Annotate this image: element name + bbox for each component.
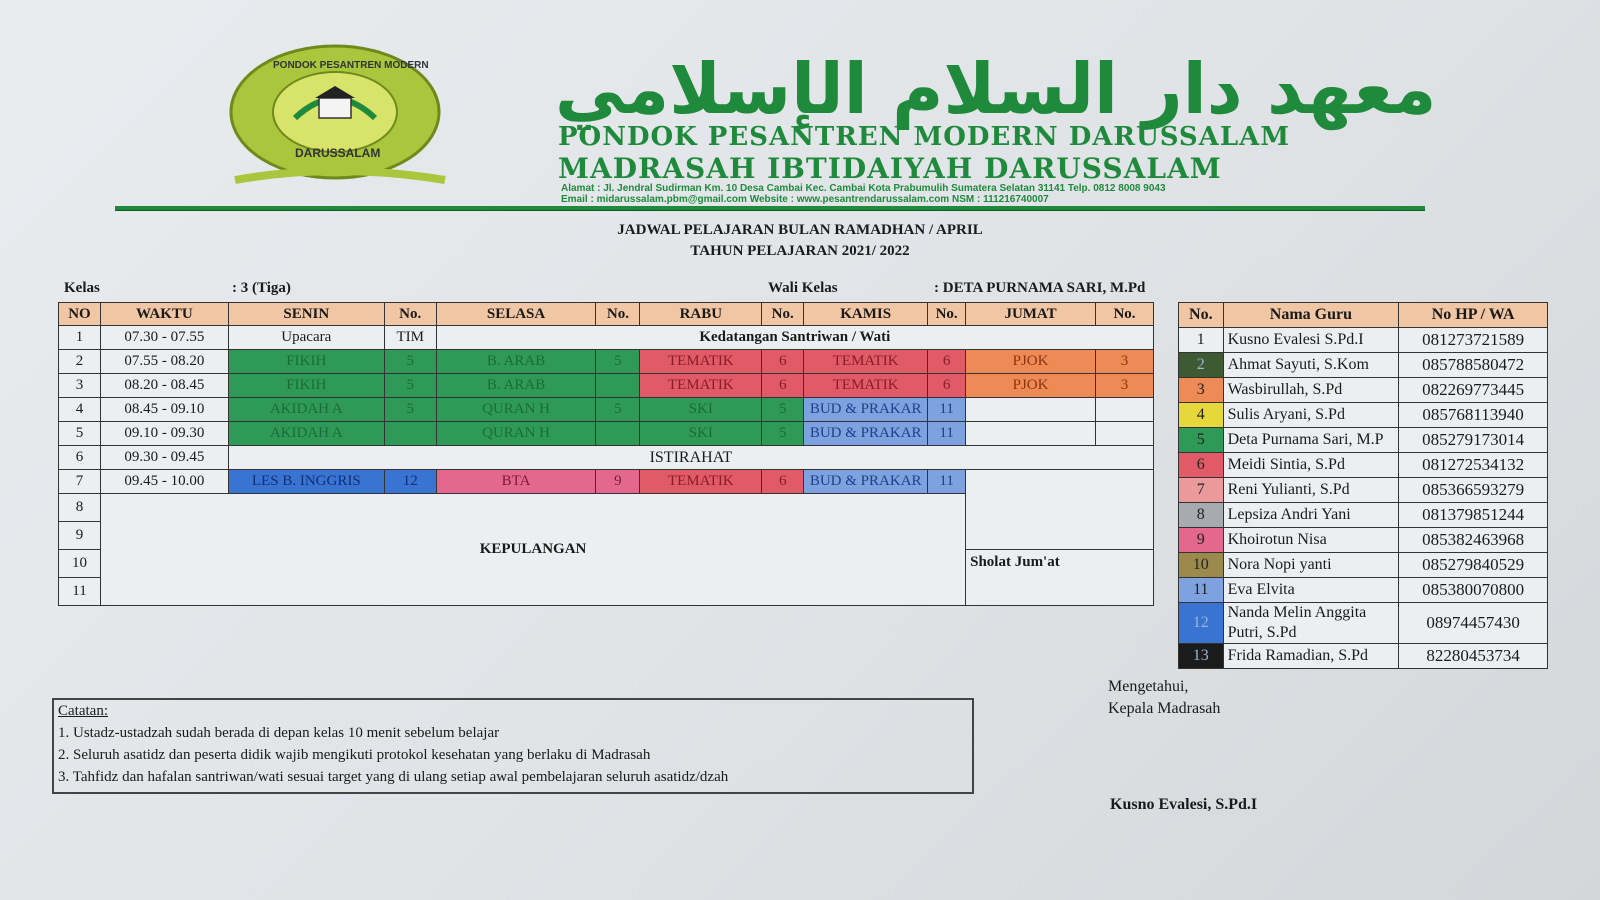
col-header: WAKTU: [100, 303, 228, 326]
table-row: [59, 422, 1154, 446]
teacher-number: TIM: [384, 326, 436, 350]
acknowledged-label: Mengetahui,: [1108, 678, 1189, 695]
teacher-phone: 085366593279: [1399, 478, 1548, 503]
lesson-cell: [966, 422, 1096, 446]
row-time: 08.20 - 08.45: [100, 374, 228, 398]
col-header: No.: [384, 303, 436, 326]
teacher-header-row: [1179, 303, 1548, 328]
teacher-number: 5: [596, 398, 640, 422]
teacher-number: 6: [762, 470, 804, 494]
teacher-row: [1179, 578, 1548, 603]
teacher-number: [1095, 398, 1153, 422]
address-line: Alamat : Jl. Jendral Sudirman Km. 10 Desa Cambai Kec. Cambai Kota Prabumulih Sumatera Selatan 31141 Telp. 0812 8008 9043: [561, 183, 1166, 194]
teacher-name: Khoirotun Nisa: [1223, 528, 1399, 553]
teacher-name: Meidi Sintia, S.Pd: [1223, 453, 1399, 478]
kelas-label: Kelas: [64, 280, 100, 296]
teacher-phone: 82280453734: [1399, 644, 1548, 669]
col-header: SENIN: [228, 303, 384, 326]
teacher-name: Lepsiza Andri Yani: [1223, 503, 1399, 528]
row-time: 09.10 - 09.30: [100, 422, 228, 446]
lesson-cell: TEMATIK: [640, 470, 762, 494]
row-time: 09.30 - 09.45: [100, 446, 228, 470]
lesson-cell: SKI: [640, 422, 762, 446]
teacher-number: [1095, 422, 1153, 446]
teacher-number: 11: [928, 470, 966, 494]
teacher-number: 6: [762, 374, 804, 398]
teacher-number: 9: [596, 470, 640, 494]
lesson-cell: BUD & PRAKAR: [804, 422, 928, 446]
lesson-cell: TEMATIK: [640, 350, 762, 374]
note-item: 1. Ustadz-ustadzah sudah berada di depan kelas 10 menit sebelum belajar: [58, 725, 500, 741]
teacher-number: 5: [596, 350, 640, 374]
lesson-cell: PJOK: [966, 350, 1096, 374]
institution-name-2: MADRASAH IBTIDAIYAH DARUSSALAM: [558, 152, 1222, 185]
teacher-row: [1179, 478, 1548, 503]
teacher-number: 6: [928, 350, 966, 374]
table-row: [59, 470, 1154, 494]
note-item: 3. Tahfidz dan hafalan santriwan/wati sesuai target yang di ulang setiap awal pembelajaran seluruh asatidz/dzah: [58, 769, 729, 785]
lesson-cell: QURAN H: [436, 422, 596, 446]
table-row: [59, 374, 1154, 398]
lesson-cell: LES B. INGGRIS: [228, 470, 384, 494]
teacher-name: Frida Ramadian, S.Pd: [1223, 644, 1399, 669]
lesson-cell: TEMATIK: [640, 374, 762, 398]
col-header: Nama Guru: [1223, 303, 1399, 328]
table-row: [59, 326, 1154, 350]
dismissal-banner: KEPULANGAN: [100, 494, 965, 606]
teacher-number: [596, 422, 640, 446]
lesson-cell: BTA: [436, 470, 596, 494]
notes-box: [52, 698, 974, 794]
teacher-number: [596, 374, 640, 398]
principal-name: Kusno Evalesi, S.Pd.I: [1110, 796, 1258, 813]
teacher-phone: 085382463968: [1399, 528, 1548, 553]
row-number: 3: [59, 374, 101, 398]
teacher-name: Sulis Aryani, S.Pd: [1223, 403, 1399, 428]
teacher-name: Nora Nopi yanti: [1223, 553, 1399, 578]
col-header: No.: [928, 303, 966, 326]
row-number: 1: [59, 326, 101, 350]
teacher-name: Nanda Melin Anggita Putri, S.Pd: [1223, 603, 1399, 644]
teacher-row: [1179, 528, 1548, 553]
teacher-name: Reni Yulianti, S.Pd: [1223, 478, 1399, 503]
teacher-row: [1179, 503, 1548, 528]
col-header: No.: [1095, 303, 1153, 326]
wali-value: : DETA PURNAMA SARI, M.Pd: [934, 280, 1146, 296]
col-header: No.: [1179, 303, 1224, 328]
lesson-cell: AKIDAH A: [228, 398, 384, 422]
row-time: 07.30 - 07.55: [100, 326, 228, 350]
row-number: 7: [59, 470, 101, 494]
teacher-number: 11: [1179, 578, 1224, 603]
lesson-cell: SKI: [640, 398, 762, 422]
note-item: 2. Seluruh asatidz dan peserta didik wajib mengikuti protokol kesehatan yang berlaku di Madrasah: [58, 747, 651, 763]
document-title: JADWAL PELAJARAN BULAN RAMADHAN / APRIL: [617, 222, 983, 238]
col-header: NO: [59, 303, 101, 326]
principal-title: Kepala Madrasah: [1108, 700, 1221, 717]
teacher-number: 2: [1179, 353, 1224, 378]
teacher-table: [1178, 302, 1548, 669]
friday-prayer: Sholat Jum'at: [966, 550, 1154, 606]
teacher-row: [1179, 644, 1548, 669]
break-banner: ISTIRAHAT: [228, 446, 1153, 470]
teacher-number: 6: [762, 350, 804, 374]
teacher-phone: 08974457430: [1399, 603, 1548, 644]
lesson-cell: FIKIH: [228, 374, 384, 398]
teacher-number: 13: [1179, 644, 1224, 669]
teacher-number: 3: [1095, 350, 1153, 374]
teacher-number: 12: [1179, 603, 1224, 644]
logo-text-top: PONDOK PESANTREN MODERN: [273, 60, 429, 71]
table-row: [59, 398, 1154, 422]
row-time: 09.45 - 10.00: [100, 470, 228, 494]
row-number: 11: [59, 578, 101, 606]
col-header: KAMIS: [804, 303, 928, 326]
teacher-row: [1179, 353, 1548, 378]
teacher-name: Ahmat Sayuti, S.Kom: [1223, 353, 1399, 378]
col-header: SELASA: [436, 303, 596, 326]
lesson-cell: [966, 398, 1096, 422]
row-number: 8: [59, 494, 101, 522]
teacher-number: 1: [1179, 328, 1224, 353]
teacher-phone: 081379851244: [1399, 503, 1548, 528]
teacher-phone: 085380070800: [1399, 578, 1548, 603]
logo-text-bottom: DARUSSALAM: [295, 146, 381, 160]
teacher-phone: 085768113940: [1399, 403, 1548, 428]
teacher-name: Wasbirullah, S.Pd: [1223, 378, 1399, 403]
teacher-number: 4: [1179, 403, 1224, 428]
teacher-number: 5: [762, 422, 804, 446]
teacher-number: 12: [384, 470, 436, 494]
kelas-value: : 3 (Tiga): [232, 280, 291, 296]
lesson-cell: B. ARAB: [436, 374, 596, 398]
col-header: No.: [596, 303, 640, 326]
teacher-phone: 085788580472: [1399, 353, 1548, 378]
lesson-cell: B. ARAB: [436, 350, 596, 374]
teacher-number: 10: [1179, 553, 1224, 578]
teacher-name: Eva Elvita: [1223, 578, 1399, 603]
teacher-name: Kusno Evalesi S.Pd.I: [1223, 328, 1399, 353]
row-number: 4: [59, 398, 101, 422]
lesson-cell: QURAN H: [436, 398, 596, 422]
lesson-cell: AKIDAH A: [228, 422, 384, 446]
arrival-banner: Kedatangan Santriwan / Wati: [436, 326, 1153, 350]
lesson-cell: BUD & PRAKAR: [804, 398, 928, 422]
col-header: JUMAT: [966, 303, 1096, 326]
teacher-number: 5: [1179, 428, 1224, 453]
institution-name-1: PONDOK PESANTREN MODERN DARUSSALAM: [558, 122, 1291, 152]
lesson-cell: TEMATIK: [804, 350, 928, 374]
teacher-number: 11: [928, 422, 966, 446]
lesson-cell: PJOK: [966, 374, 1096, 398]
teacher-number: 5: [384, 398, 436, 422]
teacher-row: [1179, 403, 1548, 428]
teacher-row: [1179, 453, 1548, 478]
teacher-phone: 082269773445: [1399, 378, 1548, 403]
row-number: 9: [59, 522, 101, 550]
contact-line: Email : midarussalam.pbm@gmail.com Website : www.pesantrendarussalam.com NSM : 111216740007: [561, 194, 1049, 205]
table-row: [59, 446, 1154, 470]
wali-label: Wali Kelas: [768, 280, 838, 296]
teacher-number: 7: [1179, 478, 1224, 503]
teacher-row: [1179, 553, 1548, 578]
row-number: 5: [59, 422, 101, 446]
teacher-number: 5: [384, 374, 436, 398]
teacher-number: [384, 422, 436, 446]
row-number: 2: [59, 350, 101, 374]
teacher-number: 3: [1179, 378, 1224, 403]
document-subtitle: TAHUN PELAJARAN 2021/ 2022: [690, 243, 910, 259]
teacher-phone: 085279840529: [1399, 553, 1548, 578]
jumat-blank: [966, 470, 1154, 550]
row-number: 6: [59, 446, 101, 470]
teacher-row: [1179, 328, 1548, 353]
teacher-number: 5: [762, 398, 804, 422]
table-row: [59, 350, 1154, 374]
teacher-number: 3: [1095, 374, 1153, 398]
schedule-table: [58, 302, 1154, 606]
notes-caption: Catatan:: [58, 703, 108, 719]
teacher-number: 9: [1179, 528, 1224, 553]
teacher-phone: 085279173014: [1399, 428, 1548, 453]
teacher-number: 6: [928, 374, 966, 398]
teacher-number: 11: [928, 398, 966, 422]
teacher-name: Deta Purnama Sari, M.P: [1223, 428, 1399, 453]
teacher-number: 6: [1179, 453, 1224, 478]
arabic-title: معهد دار السلام الإسلامي: [555, 48, 1437, 130]
letterhead: [115, 40, 1437, 210]
row-time: 08.45 - 09.10: [100, 398, 228, 422]
lesson-cell: FIKIH: [228, 350, 384, 374]
teacher-row: [1179, 428, 1548, 453]
lesson-cell: Upacara: [228, 326, 384, 350]
teacher-number: 5: [384, 350, 436, 374]
lesson-cell: TEMATIK: [804, 374, 928, 398]
col-header: No HP / WA: [1399, 303, 1548, 328]
col-header: RABU: [640, 303, 762, 326]
header-divider: [115, 206, 1425, 211]
teacher-row: [1179, 378, 1548, 403]
lesson-cell: BUD & PRAKAR: [804, 470, 928, 494]
teacher-phone: 081272534132: [1399, 453, 1548, 478]
schedule-header-row: [59, 303, 1154, 326]
row-number: 10: [59, 550, 101, 578]
teacher-number: 8: [1179, 503, 1224, 528]
col-header: No.: [762, 303, 804, 326]
teacher-row: [1179, 603, 1548, 644]
row-time: 07.55 - 08.20: [100, 350, 228, 374]
teacher-phone: 081273721589: [1399, 328, 1548, 353]
